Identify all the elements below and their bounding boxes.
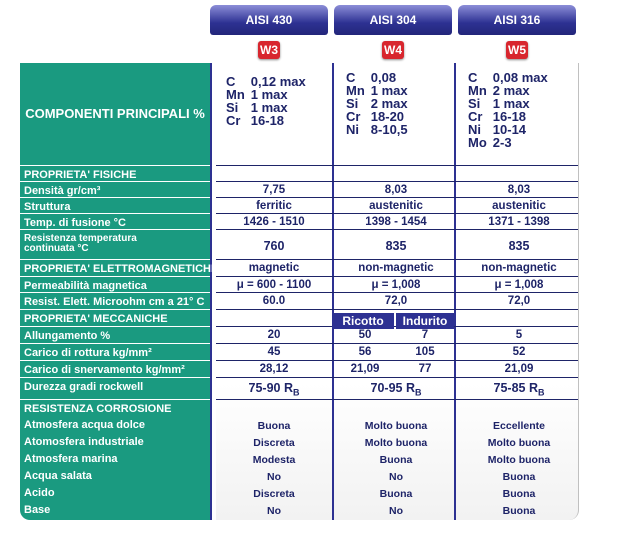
row-divider <box>216 213 578 214</box>
element-amount: 8-10,5 <box>370 122 408 137</box>
column-divider <box>210 63 212 520</box>
element-symbol: Ni <box>346 122 359 137</box>
structure-aisi316: austenitic <box>492 200 546 212</box>
composition-aisi430 <box>226 75 312 127</box>
row-divider <box>216 292 578 293</box>
corrosion-value: Molto buona <box>487 454 551 466</box>
element-amount: 1 max <box>250 87 288 102</box>
element-amount: 0,12 max <box>250 74 306 89</box>
structure-aisi430: ferritic <box>256 200 292 212</box>
element-amount: 16-18 <box>492 109 527 124</box>
element-symbol: Cr <box>226 113 241 128</box>
grade-tab-aisi304: AISI 304 <box>334 5 452 35</box>
row-divider <box>216 165 578 166</box>
element-amount: 0,08 max <box>492 70 548 85</box>
melting-aisi316: 1371 - 1398 <box>488 216 550 228</box>
state-indurito: Indurito <box>396 313 454 329</box>
row-divider <box>20 360 210 361</box>
row-label-tensile: Carico di rottura kg/mm² <box>24 347 152 359</box>
badge-w4: W4 <box>384 43 402 57</box>
corrosion-value: Molto buona <box>364 420 428 432</box>
corrosion-label: Acqua salata <box>24 470 92 482</box>
row-divider <box>216 259 578 260</box>
row-divider <box>216 343 578 344</box>
corrosion-value: Buona <box>502 505 536 517</box>
section-physical: PROPRIETA' FISICHE <box>24 169 137 181</box>
composition-title: COMPONENTI PRINCIPALI % <box>25 105 205 121</box>
row-label-yield: Carico di snervamento kg/mm² <box>24 364 185 376</box>
section-electromagnetic: PROPRIETA' ELETTROMAGNETICHE <box>24 263 219 275</box>
corrosion-label: Acido <box>24 487 55 499</box>
yield-aisi316: 21,09 <box>504 363 534 375</box>
resistivity-aisi430: 60.0 <box>262 295 286 307</box>
row-divider <box>216 181 578 182</box>
element-amount: 2 max <box>370 96 408 111</box>
row-label-structure: Struttura <box>24 201 71 213</box>
badge-w3: W3 <box>260 43 278 57</box>
composition-row <box>468 136 554 149</box>
resistivity-aisi316: 72,0 <box>507 295 531 307</box>
section-corrosion: RESISTENZA CORROSIONE <box>24 403 172 415</box>
row-label-temp-resist: Resistenza temperatura continuata °C <box>24 233 137 254</box>
temp-aisi316: 835 <box>508 239 530 253</box>
magnetic-aisi316: non-magnetic <box>481 262 557 274</box>
hardness-aisi430: 75-90 $R_B$ <box>248 381 300 398</box>
row-divider <box>20 326 210 327</box>
element-symbol: Si <box>468 96 481 111</box>
tensile-aisi316: 52 <box>512 346 526 358</box>
row-label-permeability: Permeabilità magnetica <box>24 280 147 292</box>
row-divider <box>20 229 210 230</box>
corrosion-label: Atmosfera acqua dolce <box>24 419 146 431</box>
row-divider <box>20 276 210 277</box>
corrosion-value: No <box>389 471 403 483</box>
temp-aisi430: 760 <box>263 239 285 253</box>
row-label-resistivity: Resist. Elett. Microohm cm a 21° C <box>24 296 205 308</box>
corrosion-value: Buona <box>379 454 413 466</box>
corrosion-label: Atomosfera industriale <box>24 436 144 448</box>
element-amount: 16-18 <box>250 113 285 128</box>
composition-row <box>346 123 414 136</box>
magnetic-aisi430: magnetic <box>248 262 300 274</box>
corrosion-value: Buona <box>502 471 536 483</box>
yield-aisi430: 28,12 <box>259 363 289 375</box>
element-symbol: Mn <box>346 83 365 98</box>
hardness-aisi304: 70-95 $R_B$ <box>370 381 422 398</box>
section-mechanical: PROPRIETA' MECCANICHE <box>24 313 168 325</box>
corrosion-value: Buona <box>379 488 413 500</box>
element-amount: 1 max <box>370 83 408 98</box>
permeability-aisi304: μ = 1,008 <box>371 279 421 291</box>
state-ricotto: Ricotto <box>332 313 394 329</box>
element-symbol: Cr <box>346 109 361 124</box>
yield-aisi304-ricotto: 21,09 <box>350 363 380 375</box>
row-label-density: Densità gr/cm³ <box>24 185 101 197</box>
elongation-aisi430: 20 <box>267 329 281 341</box>
element-symbol: C <box>468 70 478 85</box>
row-divider <box>216 360 578 361</box>
grade-tab-aisi430: AISI 430 <box>210 5 328 35</box>
row-divider <box>20 309 210 310</box>
element-amount: 2-3 <box>492 135 512 150</box>
element-symbol: Mn <box>468 83 487 98</box>
melting-aisi304: 1398 - 1454 <box>365 216 427 228</box>
row-divider <box>20 343 210 344</box>
row-divider <box>20 213 210 214</box>
yield-aisi304-indurito: 77 <box>418 363 432 375</box>
corrosion-value: Molto buona <box>364 437 428 449</box>
temp-aisi304: 835 <box>385 239 407 253</box>
element-amount: 10-14 <box>492 122 527 137</box>
composition-row <box>226 114 312 127</box>
row-divider <box>20 259 210 260</box>
density-aisi316: 8,03 <box>507 184 531 196</box>
element-symbol: Ni <box>468 122 481 137</box>
corrosion-value: Eccellente <box>493 420 545 432</box>
properties-table <box>20 63 578 520</box>
tensile-aisi430: 45 <box>267 346 281 358</box>
resistivity-aisi304: 72,0 <box>384 295 408 307</box>
corrosion-label: Base <box>24 504 51 516</box>
corrosion-value: No <box>267 505 281 517</box>
element-amount: 1 max <box>492 96 530 111</box>
row-divider <box>20 165 210 166</box>
tensile-aisi304-ricotto: 56 <box>358 346 372 358</box>
corrosion-value: Molto buona <box>487 437 551 449</box>
melting-aisi430: 1426 - 1510 <box>243 216 305 228</box>
element-symbol: Mo <box>468 135 487 150</box>
elongation-aisi304-ricotto: 50 <box>358 329 372 341</box>
corrosion-value: No <box>389 505 403 517</box>
composition-aisi304 <box>346 71 414 136</box>
element-symbol: Cr <box>468 109 483 124</box>
row-divider <box>216 229 578 230</box>
corrosion-value: Discreta <box>253 488 295 500</box>
corrosion-label: Atmosfera marina <box>24 453 118 465</box>
row-divider <box>20 399 210 400</box>
row-divider <box>20 197 210 198</box>
grade-tabs <box>210 5 583 59</box>
magnetic-aisi304: non-magnetic <box>358 262 434 274</box>
badge-w5: W5 <box>508 43 526 57</box>
corrosion-value: No <box>267 471 281 483</box>
structure-aisi304: austenitic <box>369 200 423 212</box>
composition-aisi316 <box>468 71 554 149</box>
row-divider <box>216 399 578 400</box>
row-divider <box>20 292 210 293</box>
row-divider <box>216 377 578 378</box>
row-label-hardness: Durezza gradi rockwell <box>24 381 144 393</box>
row-divider <box>216 197 578 198</box>
element-symbol: C <box>226 74 236 89</box>
corrosion-value: Modesta <box>252 454 296 466</box>
row-divider <box>20 377 210 378</box>
corrosion-value: Buona <box>502 488 536 500</box>
element-amount: 2 max <box>492 83 530 98</box>
grade-tab-aisi316: AISI 316 <box>458 5 576 35</box>
elongation-aisi304-indurito: 7 <box>421 329 429 341</box>
row-divider <box>20 181 210 182</box>
corrosion-value: Buona <box>257 420 291 432</box>
density-aisi304: 8,03 <box>384 184 408 196</box>
elongation-aisi316: 5 <box>515 329 523 341</box>
density-aisi430: 7,75 <box>262 184 286 196</box>
row-label-melting: Temp. di fusione °C <box>24 217 126 229</box>
element-symbol: C <box>346 70 356 85</box>
permeability-aisi316: μ = 1,008 <box>494 279 544 291</box>
corrosion-value: Discreta <box>253 437 295 449</box>
element-symbol: Mn <box>226 87 245 102</box>
element-amount: 18-20 <box>370 109 405 124</box>
row-divider <box>216 276 578 277</box>
permeability-aisi430: μ = 600 - 1100 <box>236 279 312 291</box>
row-label-elongation: Allungamento % <box>24 330 111 342</box>
element-amount: 1 max <box>250 100 288 115</box>
tensile-aisi304-indurito: 105 <box>415 346 435 358</box>
element-amount: 0,08 <box>370 70 397 85</box>
row-divider <box>216 309 578 310</box>
element-symbol: Si <box>226 100 239 115</box>
element-symbol: Si <box>346 96 359 111</box>
hardness-aisi316: 75-85 $R_B$ <box>493 381 545 398</box>
